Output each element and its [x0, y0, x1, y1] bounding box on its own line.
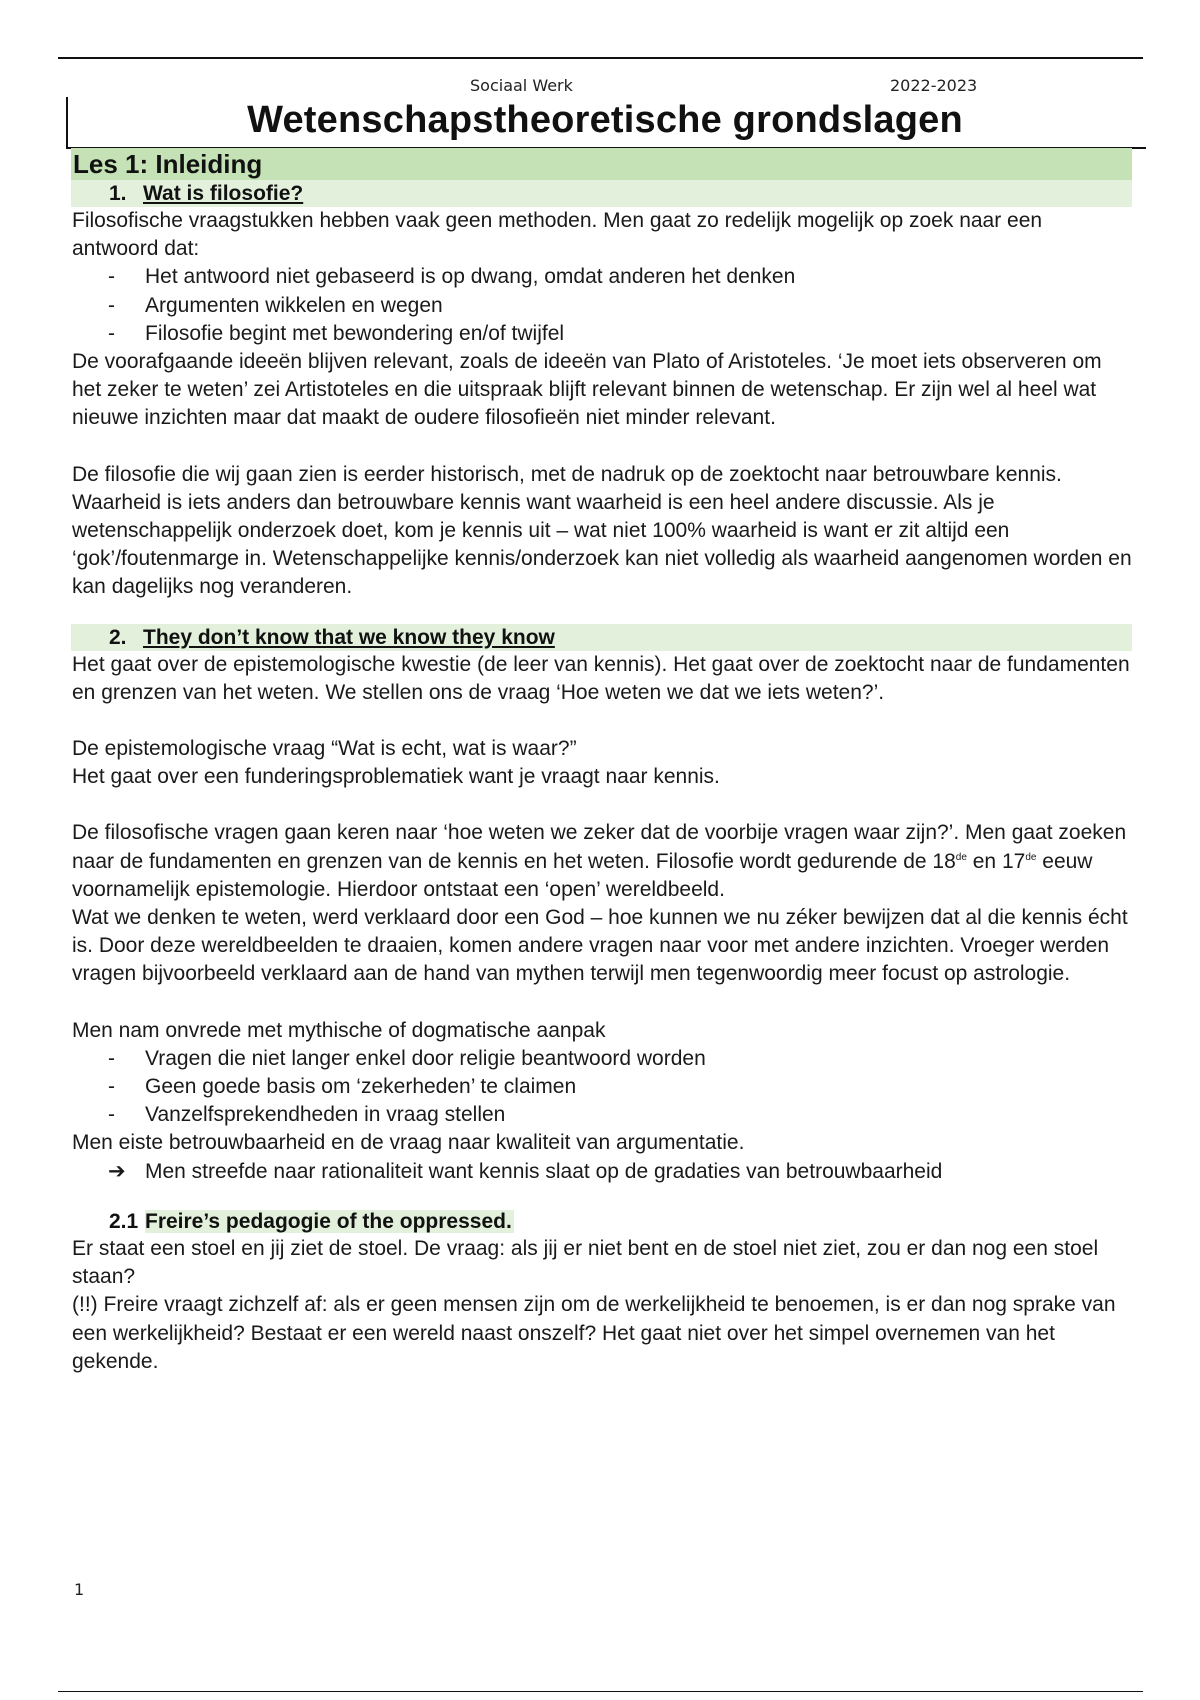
list-item: - Filosofie begint met bewondering en/of twijfel [72, 320, 1132, 348]
superscript-de: de [1025, 851, 1037, 863]
section-2-paragraph: Het gaat over de epistemologische kwestie (de leer van kennis). Het gaat over de zoektocht naar de fundamenten en grenzen van het weten. We stellen ons de vraag ‘Hoe weten we dat we iets weten?’. [72, 652, 1130, 704]
section-1-title: Wat is filosofie? [143, 182, 304, 205]
bottom-rule [58, 1691, 1143, 1692]
top-rule [58, 57, 1143, 59]
section-2-heading [71, 624, 1132, 651]
section-2-paragraph: Men nam onvrede met mythische of dogmatische aanpak [72, 1018, 606, 1042]
section-1-paragraph: De filosofie die wij gaan zien is eerder historisch, met de nadruk op de zoektocht naar betrouwbare kennis. Waarheid is iets anders dan betrouwbare kennis want waarheid is een heel andere discussie. Als je wetenschappelijk onderzoek doet, kom je kennis uit – wat niet 100% waarheid is want er zit altijd een ‘gok’/foutenmarge in. Wetenschappelijke kennis/onderzoek kan niet volledig als waarheid aangenomen worden en kan dagelijks nog veranderen. [72, 462, 1132, 599]
list-item: - Argumenten wikkelen en wegen [72, 292, 1132, 320]
section-1-number: 1. [109, 182, 127, 205]
section-2-1-number: 2.1 [109, 1209, 139, 1233]
section-2-1-title: Freire’s pedagogie of the oppressed. [145, 1209, 512, 1233]
section-2-title: They don’t know that we know they know [143, 625, 555, 649]
section-2-1-paragraph: Er staat een stoel en jij ziet de stoel. De vraag: als jij er niet bent en de stoel niet ziet, zou er dan nog een stoel staan? [72, 1236, 1099, 1289]
list-item: - Geen goede basis om ‘zekerheden’ te claimen [72, 1073, 1132, 1101]
section-1-heading [71, 180, 1132, 207]
page-number: 1 [74, 1580, 85, 1599]
section-2-paragraph: Het gaat over een funderingsproblematiek want je vraagt naar kennis. [72, 765, 720, 789]
section-2-bullet-list [72, 1045, 1132, 1130]
header-year: 2022-2023 [890, 76, 978, 95]
header-subject: Sociaal Werk [470, 76, 573, 95]
list-item: - Het antwoord niet gebaseerd is op dwang, omdat anderen het denken [72, 263, 1132, 291]
list-item: - Vragen die niet langer enkel door religie beantwoord worden [72, 1045, 1132, 1073]
section-2-paragraph: De filosofische vragen gaan keren naar ‘hoe weten we zeker dat de voorbije vragen waar zijn?’. Men gaat zoeken naar de fundamenten en grenzen van de kennis en het weten. Filosofie wordt gedurende de 18de en 17de eeuw voornamelijk epistemologie. Hierdoor ontstaat een ‘open’ wereldbeeld. [72, 821, 1127, 901]
section-1-intro: Filosofische vraagstukken hebben vaak geen methoden. Men gaat zo redelijk mogelijk op zoek naar een antwoord dat: [72, 209, 1043, 261]
section-2-1-paragraph: (!!) Freire vraagt zichzelf af: als er geen mensen zijn om de werkelijkheid te benoemen, is er dan nog sprake van een werkelijkheid? Bestaat er een wereld naast onszelf? Het gaat niet over het simpel overnemen van het gekende. [72, 1293, 1116, 1373]
document-body [72, 148, 1132, 1376]
section-2-paragraph: Wat we denken te weten, werd verklaard door een God – hoe kunnen we nu zéker bewijzen dat al die kennis écht is. Door deze wereldbeelden te draaien, komen andere vragen naar voor met andere inzichten. Vroeger werden vragen bijvoorbeeld verklaard aan de hand van mythen terwijl men tegenwoordig meer focust op astrologie. [72, 906, 1128, 986]
section-2-paragraph: Men eiste betrouwbaarheid en de vraag naar kwaliteit van argumentatie. [72, 1131, 745, 1155]
section-1-bullet-list [72, 263, 1132, 348]
list-item: - Vanzelfsprekendheden in vraag stellen [72, 1101, 1132, 1129]
superscript-de: de [955, 851, 967, 863]
section-2-number: 2. [109, 625, 127, 649]
arrow-right-icon: ➔ [108, 1159, 126, 1183]
lesson-heading: Les 1: Inleiding [71, 148, 1132, 180]
document-title: Wetenschapstheoretische grondslagen [247, 99, 963, 141]
section-1-paragraph: De voorafgaande ideeën blijven relevant, zoals de ideeën van Plato of Aristoteles. ‘Je moet iets observeren om het zeker te weten’ zei Artistoteles en die uitspraak blijft relevant binnen de wetenschap. Er zijn wel al heel wat nieuwe inzichten maar dat maakt de oudere filosofieën niet minder relevant. [72, 350, 1102, 430]
section-2-question: De epistemologische vraag “Wat is echt, wat is waar?” [72, 737, 577, 761]
section-2-1-heading [71, 1208, 1132, 1235]
arrow-list-item: ➔ Men streefde naar rationaliteit want kennis slaat op de gradaties van betrouwbaarheid [72, 1158, 1132, 1186]
